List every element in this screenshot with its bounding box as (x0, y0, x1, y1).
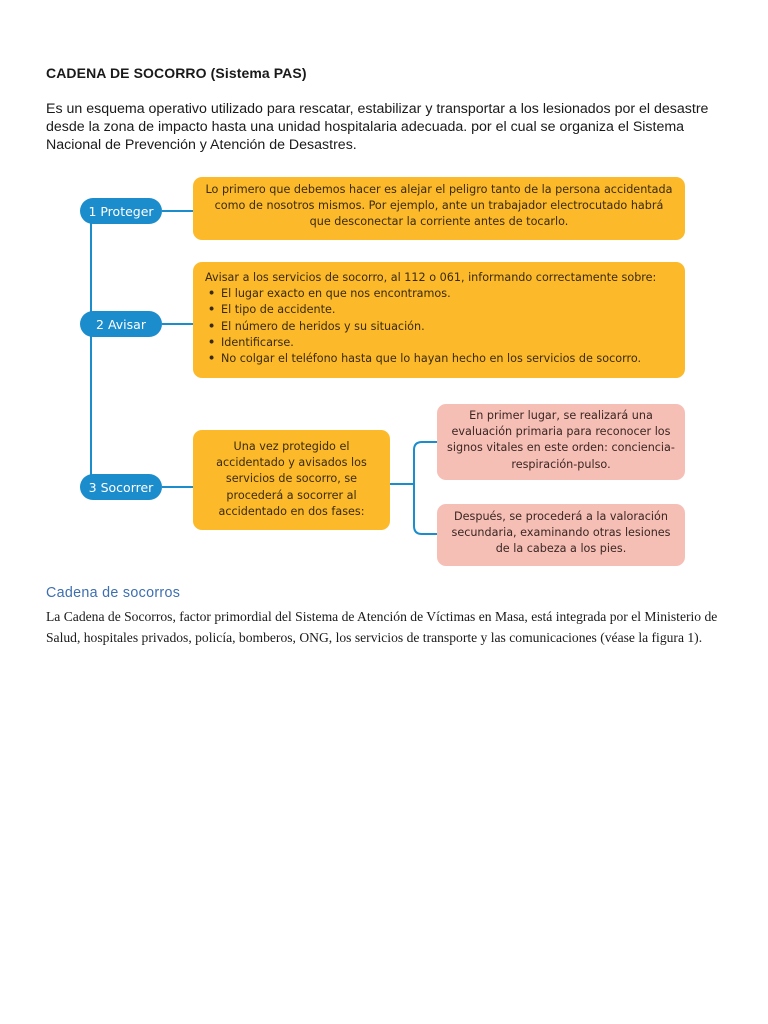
step-3-pill: 3 Socorrer (80, 474, 162, 500)
phase-2-description: Después, se procederá a la valoración secundaria, examinando otras lesiones de la cabeza a los pies. (437, 504, 685, 566)
step-2-bullet-list (205, 286, 673, 367)
bullet-item: • No colgar el teléfono hasta que lo hayan hecho en los servicios de socorro. (205, 351, 673, 367)
bullet-item: • El número de heridos y su situación. (205, 319, 673, 335)
bullet-item: • Identificarse. (205, 335, 673, 351)
bullet-item: • El lugar exacto en que nos encontramos. (205, 286, 673, 302)
section-body: La Cadena de Socorros, factor primordial del Sistema de Atención de Víctimas en Masa, está integrada por el Ministerio de Salud, hospitales privados, policía, bomberos, ONG, los servicios de transporte y las comunicaciones (véase la figura 1). (46, 609, 718, 645)
step-2-description (193, 262, 685, 378)
intro-paragraph: Es un esquema operativo utilizado para rescatar, estabilizar y transportar a los lesionados por el desastre desde la zona de impacto hasta una unidad hospitalaria adecuada. por el cual se organiza el Sistema Nacional de Prevención y Atención de Desastres. (46, 101, 709, 153)
document-title: CADENA DE SOCORRO (Sistema PAS) (46, 65, 307, 81)
connector-phase-bracket (414, 442, 437, 534)
step-2-intro: Avisar a los servicios de socorro, al 112 o 061, informando correctamente sobre: (205, 271, 657, 284)
step-3-description: Una vez protegido el accidentado y avisados los servicios de socorro, se procederá a socorrer al accidentado en dos fases: (193, 430, 390, 530)
bullet-item: • El tipo de accidente. (205, 302, 673, 318)
step-2-pill: 2 Avisar (80, 311, 162, 337)
step-1-pill: 1 Proteger (80, 198, 162, 224)
section-heading: Cadena de socorros (46, 585, 181, 601)
step-1-description: Lo primero que debemos hacer es alejar el peligro tanto de la persona accidentada como de nosotros mismos. Por ejemplo, ante un trabajador electrocutado habrá que desconectar la corriente antes de tocarlo. (193, 177, 685, 240)
phase-1-description: En primer lugar, se realizará una evaluación primaria para reconocer los signos vitales en este orden: conciencia-respiración-pulso. (437, 404, 685, 480)
